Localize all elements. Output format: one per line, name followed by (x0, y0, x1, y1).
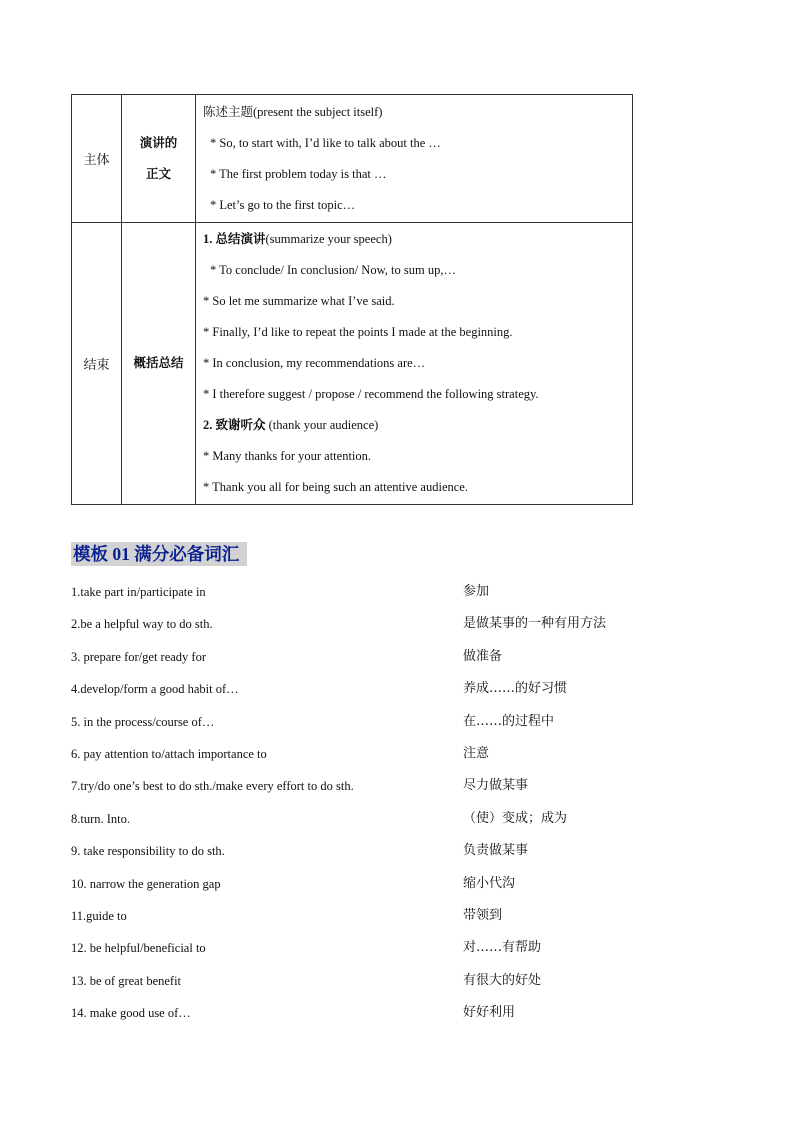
vocab-item (71, 835, 671, 867)
content-cell (196, 95, 633, 223)
vocab-en: 7.try/do one’s best to do sth./make every effort to do sth. (71, 779, 354, 794)
part-cell (122, 223, 196, 505)
vocab-en: 13. be of great benefit (71, 973, 182, 988)
vocab-item (71, 868, 671, 900)
part-cell (122, 95, 196, 223)
heading-zh: 致谢听众 (215, 418, 266, 432)
heading-number: 1. (203, 232, 213, 246)
content-line: * Thank you all for being such an attentive audience. (203, 480, 468, 494)
table-row-conclusion (72, 223, 633, 505)
content-line: * So, to start with, I’d like to talk about the … (210, 135, 441, 150)
vocab-item (71, 900, 671, 932)
speech-outline-table (71, 94, 633, 505)
content-cell (196, 223, 633, 505)
vocab-zh: 参加 (463, 584, 490, 599)
section-cell: 主体 (72, 95, 122, 223)
content-line: * Let’s go to the first topic… (210, 197, 356, 212)
vocab-zh: 对……有帮助 (463, 940, 542, 956)
vocab-zh: 缩小代沟 (463, 875, 516, 891)
vocab-en: 11.guide to (71, 908, 127, 923)
content-heading (203, 410, 632, 441)
heading-number: 2. (203, 418, 213, 432)
template-title: 模板 01 满分必备词汇 (71, 542, 247, 566)
vocab-item (71, 641, 671, 673)
vocab-en: 12. be helpful/beneficial to (71, 941, 206, 956)
heading-en: (thank your audience) (265, 418, 379, 432)
vocab-item (71, 608, 671, 640)
vocab-en: 4.develop/form a good habit of… (71, 682, 239, 697)
part-label-line2: 正文 (145, 166, 171, 181)
content-line: * To conclude/ In conclusion/ Now, to sum up,… (210, 263, 456, 277)
vocab-zh: 在……的过程中 (463, 713, 555, 729)
heading-en: (summarize your speech) (265, 232, 392, 246)
content-heading (203, 224, 632, 255)
section-cell: 结束 (72, 223, 122, 505)
content-line: * Many thanks for your attention. (203, 449, 372, 463)
vocab-en: 10. narrow the generation gap (71, 876, 221, 891)
part-label-line1: 演讲的 (139, 135, 178, 150)
vocab-item (71, 932, 671, 964)
vocab-item (71, 965, 671, 997)
vocab-zh: 尽力做某事 (463, 778, 529, 794)
vocab-list (71, 576, 671, 1029)
vocab-item (71, 997, 671, 1029)
content-line: * Finally, I’d like to repeat the points I made at the beginning. (203, 325, 513, 339)
vocab-zh: 带领到 (463, 907, 503, 923)
vocab-zh: 养成……的好习惯 (463, 681, 568, 697)
vocab-item (71, 706, 671, 738)
vocab-zh: 是做某事的一种有用方法 (463, 616, 607, 632)
part-label-line1: 概括总结 (133, 356, 184, 370)
vocab-zh: 有很大的好处 (463, 972, 542, 988)
table-row-body (72, 95, 633, 223)
content-line: * The first problem today is that … (210, 166, 387, 181)
vocab-item (71, 770, 671, 802)
content-line: 陈述主题(present the subject itself) (203, 104, 383, 119)
vocab-en: 2.be a helpful way to do sth. (71, 617, 213, 632)
vocab-item (71, 576, 671, 608)
vocab-en: 1.take part in/participate in (71, 585, 206, 599)
vocab-zh: 好好利用 (463, 1005, 516, 1021)
vocab-en: 6. pay attention to/attach importance to (71, 746, 267, 761)
vocab-en: 9. take responsibility to do sth. (71, 844, 225, 859)
content-line: * I therefore suggest / propose / recommend the following strategy. (203, 387, 539, 401)
vocab-zh: 负责做某事 (463, 843, 529, 859)
heading-zh: 总结演讲 (215, 232, 266, 246)
content-line: * In conclusion, my recommendations are… (203, 356, 426, 370)
vocab-item (71, 673, 671, 705)
content-line: * So let me summarize what I’ve said. (203, 294, 395, 308)
vocab-item (71, 738, 671, 770)
vocab-item (71, 803, 671, 835)
vocab-zh: 注意 (463, 745, 490, 761)
vocab-zh: （使）变成；成为 (463, 810, 568, 826)
vocab-en: 8.turn. Into. (71, 811, 131, 826)
vocab-en: 5. in the process/course of… (71, 714, 215, 729)
vocab-en: 14. make good use of… (71, 1006, 191, 1021)
vocab-zh: 做准备 (463, 648, 503, 664)
vocab-en: 3. prepare for/get ready for (71, 649, 206, 664)
